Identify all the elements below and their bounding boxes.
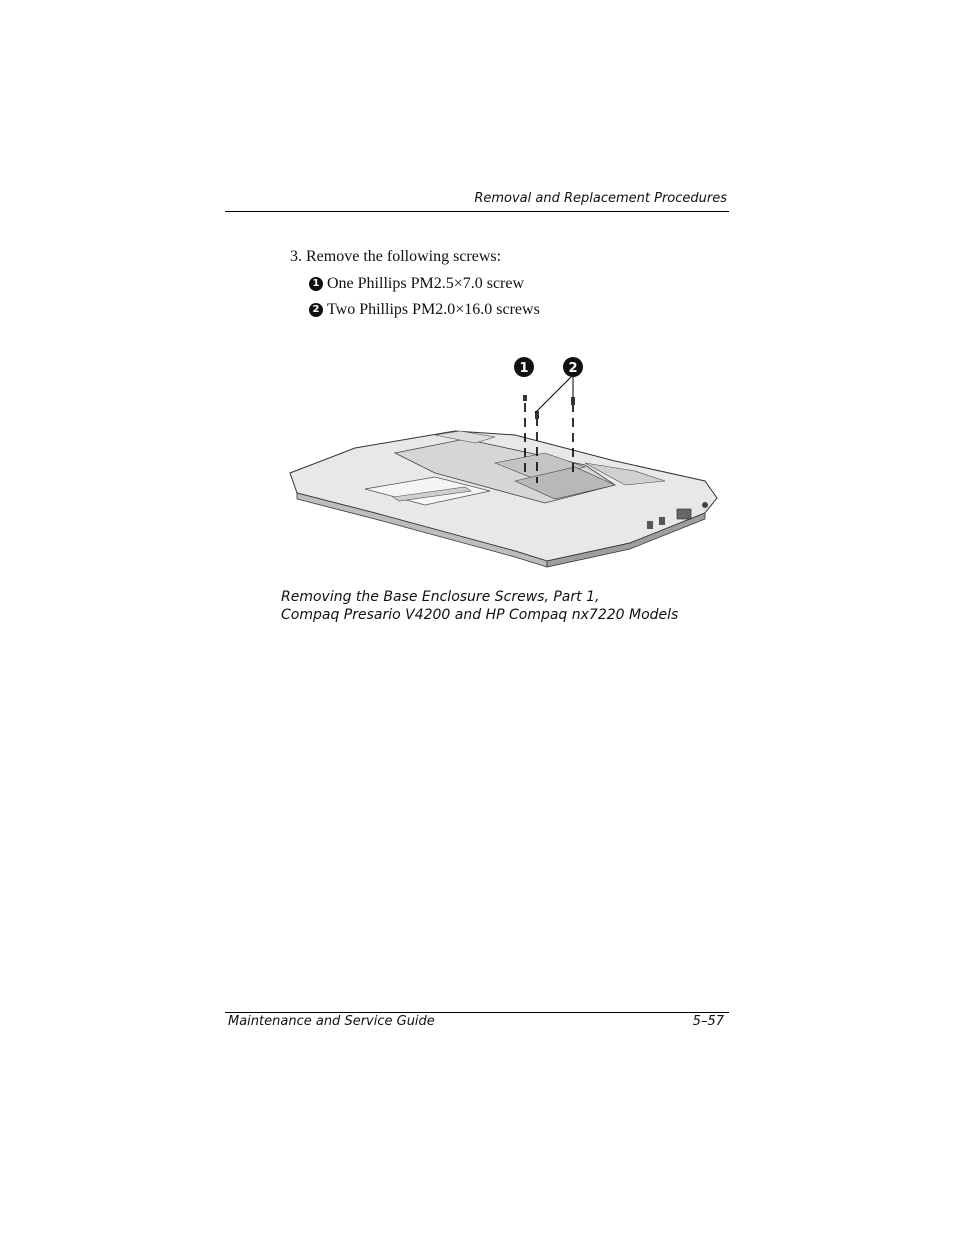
screw-item-2: [309, 301, 540, 319]
figure-caption: [281, 588, 678, 624]
caption-line-2: Compaq Presario V4200 and HP Compaq nx7220 Models: [281, 607, 679, 623]
screw-2b-icon: [571, 397, 575, 405]
callout-2-icon: 2: [309, 303, 323, 317]
laptop-base-drawing: [290, 431, 717, 567]
figure-callout-1-label: 1: [519, 361, 529, 376]
screw-item-2-text: Two Phillips PM2.0×16.0 screws: [327, 301, 540, 318]
footer-rule: [225, 1012, 729, 1013]
step-instruction: 3. Remove the following screws:: [290, 248, 502, 265]
screw-item-1-text: One Phillips PM2.5×7.0 screw: [327, 275, 525, 292]
page-number: 5–57: [692, 1014, 724, 1029]
header-rule: [225, 211, 729, 212]
base-enclosure-illustration: [285, 353, 725, 573]
screw-item-1: [309, 275, 524, 293]
figure-callout-2-label: 2: [568, 361, 578, 376]
screw-1-icon: [523, 395, 527, 401]
running-header: Removal and Replacement Procedures: [474, 191, 727, 206]
callout-1-icon: 1: [309, 277, 323, 291]
caption-line-1: Removing the Base Enclosure Screws, Part 1,: [281, 589, 600, 605]
footer-guide-title: Maintenance and Service Guide: [228, 1014, 435, 1029]
